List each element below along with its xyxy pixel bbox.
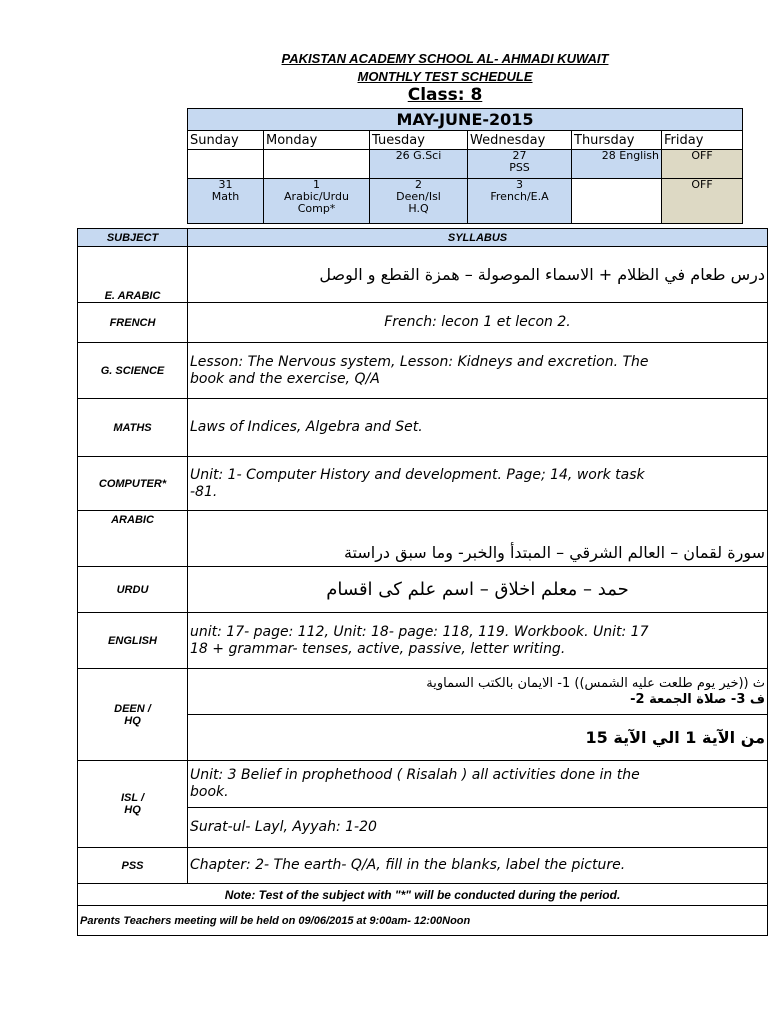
subject-urdu: URDU xyxy=(78,567,188,613)
syllabus-arabic: سورة لقمان – العالم الشرقي – المبتدأ والخبر- وما سبق دراستة xyxy=(188,511,768,567)
syllabus-computer xyxy=(188,457,768,511)
syllabus-english xyxy=(188,613,768,669)
subject-gscience: G. SCIENCE xyxy=(78,343,188,399)
day-tuesday: Tuesday xyxy=(370,131,468,150)
syllabus-french: French: lecon 1 et lecon 2. xyxy=(188,303,768,343)
cal-w2-wed: 3 French/E.A xyxy=(468,179,572,224)
gscience-line1: Lesson: The Nervous system, Lesson: Kidneys and excretion. The xyxy=(190,353,649,370)
calendar-table xyxy=(187,108,743,224)
syllabus-deen-1 xyxy=(188,669,768,715)
subject-earabic: E. ARABIC xyxy=(78,247,188,303)
cal-w2-sun: 31 Math xyxy=(188,179,264,224)
subject-maths: MATHS xyxy=(78,399,188,457)
syllabus-header: SYLLABUS xyxy=(188,229,768,247)
syllabus-gscience xyxy=(188,343,768,399)
gscience-line2: book and the exercise, Q/A xyxy=(190,370,380,387)
cal-w2-thu xyxy=(572,179,662,224)
subject-pss: PSS xyxy=(78,848,188,884)
deen-line1: ث ((خير يوم طلعت عليه الشمس)) 1- الايمان بالكتب السماوية xyxy=(426,675,765,691)
day-thursday: Thursday xyxy=(572,131,662,150)
school-title: PAKISTAN ACADEMY SCHOOL AL- AHMADI KUWAIT xyxy=(281,51,609,66)
day-sunday: Sunday xyxy=(188,131,264,150)
syllabus-isl-1 xyxy=(188,761,768,808)
cal-w1-thu: 28 English xyxy=(572,150,662,179)
day-wednesday: Wednesday xyxy=(468,131,572,150)
english-line2: 18 + grammar- tenses, active, passive, letter writing. xyxy=(190,640,566,657)
class-title: Class: 8 xyxy=(407,85,483,105)
syllabus-pss: Chapter: 2- The earth- Q/A, fill in the blanks, label the picture. xyxy=(188,848,768,884)
subject-isl: ISL / HQ xyxy=(78,761,188,848)
calendar-title: MAY-JUNE-2015 xyxy=(188,109,743,131)
cal-w2-fri: OFF xyxy=(662,179,743,224)
cal-w1-mon xyxy=(264,150,370,179)
syllabus-isl-2: Surat-ul- Layl, Ayyah: 1-20 xyxy=(188,808,768,848)
subject-english: ENGLISH xyxy=(78,613,188,669)
day-friday: Friday xyxy=(662,131,743,150)
subject-header: SUBJECT xyxy=(78,229,188,247)
syllabus-maths: Laws of Indices, Algebra and Set. xyxy=(188,399,768,457)
subject-arabic: ARABIC xyxy=(78,511,188,567)
ptm-row: Parents Teachers meeting will be held on 09/06/2015 at 9:00am- 12:00Noon xyxy=(78,906,768,936)
day-monday: Monday xyxy=(264,131,370,150)
subject-french: FRENCH xyxy=(78,303,188,343)
english-line1: unit: 17- page: 112, Unit: 18- page: 118, 119. Workbook. Unit: 17 xyxy=(190,623,649,640)
cal-w2-tue: 2 Deen/Isl H.Q xyxy=(370,179,468,224)
note-row: Note: Test of the subject with "*" will be conducted during the period. xyxy=(78,884,768,906)
cal-w1-fri: OFF xyxy=(662,150,743,179)
computer-line1: Unit: 1- Computer History and development. Page; 14, work task xyxy=(190,466,645,483)
cal-w1-wed: 27 PSS xyxy=(468,150,572,179)
subject-deen: DEEN / HQ xyxy=(78,669,188,761)
cal-w1-tue: 26 G.Sci xyxy=(370,150,468,179)
syllabus-earabic: درس طعام في الظلام + الاسماء الموصولة – همزة القطع و الوصل xyxy=(188,247,768,303)
deen-line2: ف 3- صلاة الجمعة 2- xyxy=(630,691,765,707)
schedule-title: MONTHLY TEST SCHEDULE xyxy=(357,69,533,84)
isl-line2: book. xyxy=(190,784,229,800)
syllabus-deen-2: من الآية 1 الي الآية 15 xyxy=(188,715,768,761)
syllabus-urdu: حمد – معلم اخلاق – اسم علم کی اقسام xyxy=(188,567,768,613)
cal-w2-mon: 1 Arabic/Urdu Comp* xyxy=(264,179,370,224)
cal-w1-sun xyxy=(188,150,264,179)
subject-computer: COMPUTER* xyxy=(78,457,188,511)
computer-line2: -81. xyxy=(190,483,218,500)
isl-line1: Unit: 3 Belief in prophethood ( Risalah ) all activities done in the xyxy=(190,767,640,783)
syllabus-table xyxy=(77,228,768,936)
